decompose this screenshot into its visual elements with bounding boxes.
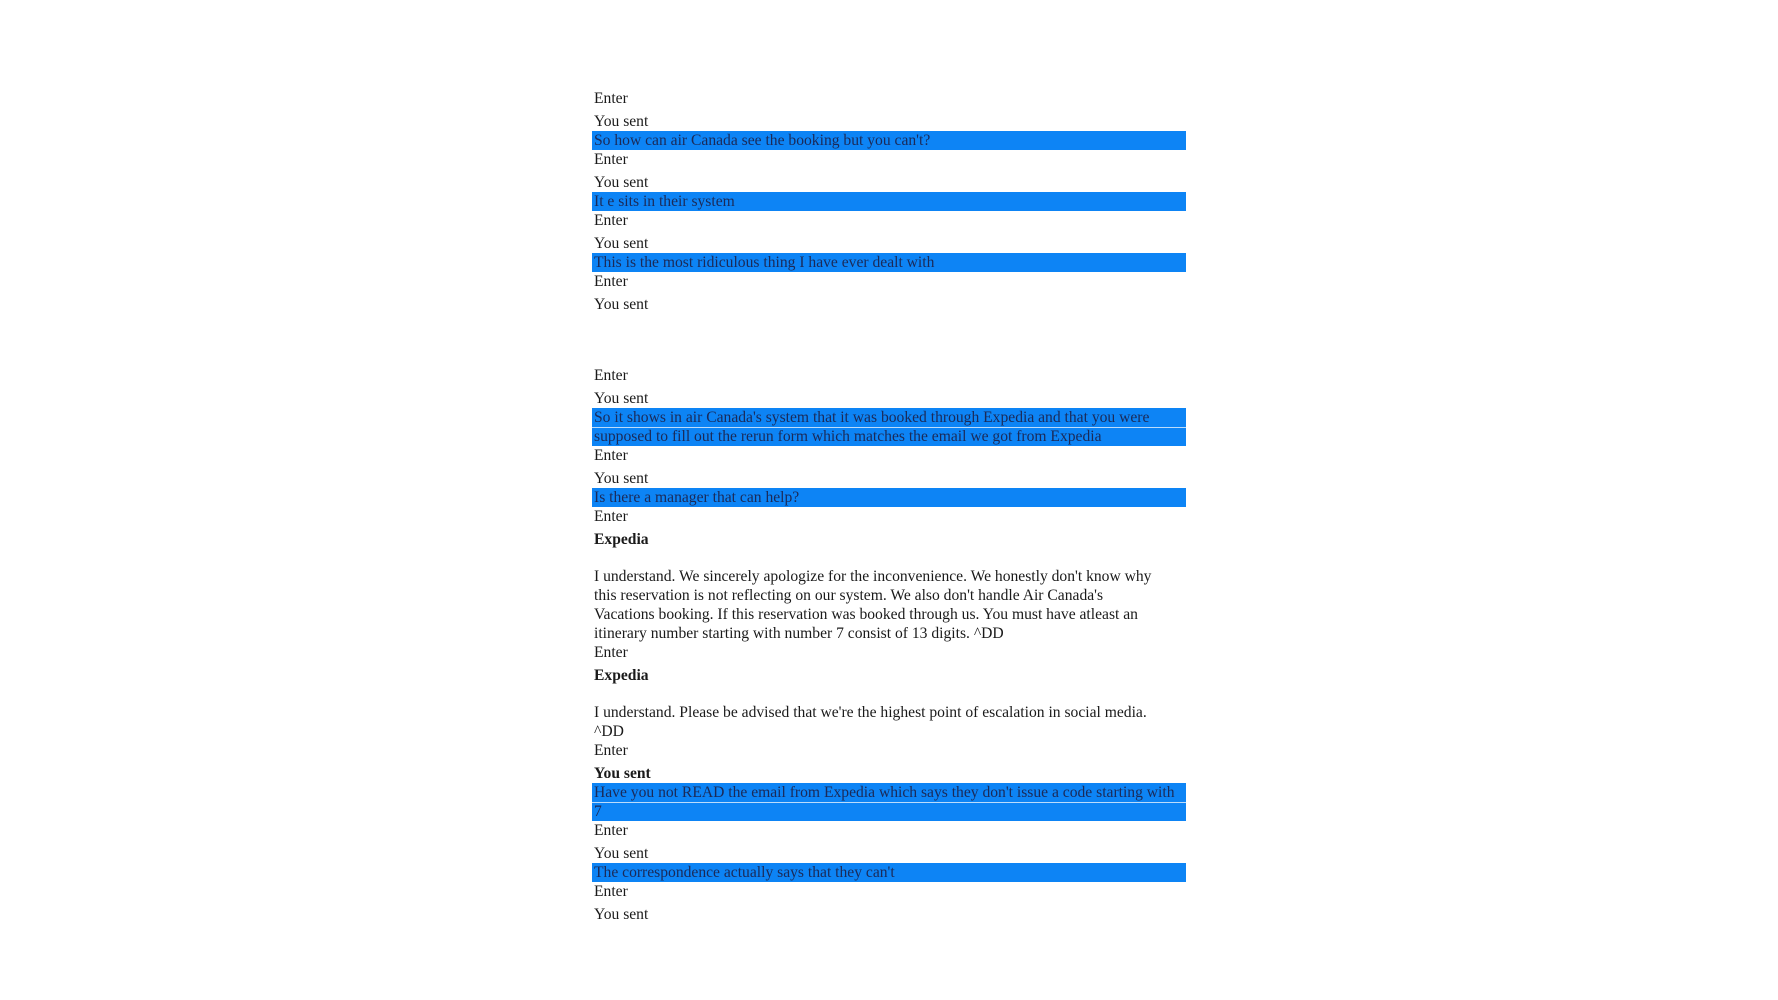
reply-line: this reservation is not reflecting on our system. We also don't handle Air Canada's [594,587,1104,604]
sender-label-you: You sent [594,906,649,923]
reply-line: Vacations booking. If this reservation was booked through us. You must have atleast an [594,606,1138,623]
blank-gap [592,549,1186,567]
sender-label-you: You sent [594,235,649,252]
reply-line: itinerary number starting with number 7 consist of 13 digits. ^DD [594,625,1004,642]
sender-label-you: You sent [594,390,649,407]
highlighted-message: It e sits in their system [592,192,1186,211]
enter-label: Enter [594,90,628,107]
reply-line: I understand. We sincerely apologize for the inconvenience. We honestly don't know why [594,568,1152,585]
sender-label-you: You sent [594,845,649,862]
enter-label: Enter [594,883,628,900]
enter-label: Enter [594,151,628,168]
enter-label: Enter [594,508,628,525]
enter-label: Enter [594,367,628,384]
highlighted-message: So how can air Canada see the booking but you can't? [592,131,1186,150]
highlighted-message-line: 7 [592,802,1186,821]
enter-label: Enter [594,822,628,839]
enter-label: Enter [594,742,628,759]
blank-gap [592,685,1186,703]
reply-line: I understand. Please be advised that we're the highest point of escalation in social media. [594,704,1147,721]
highlighted-message: Is there a manager that can help? [592,488,1186,507]
reply-line: ^DD [594,723,624,740]
highlighted-message-line: So it shows in air Canada's system that it was booked through Expedia and that you were [592,408,1186,427]
enter-label: Enter [594,447,628,464]
chat-transcript-document [592,89,1186,924]
highlighted-message-line: supposed to fill out the rerun form which matches the email we got from Expedia [592,427,1186,446]
blank-gap [592,314,1186,366]
highlighted-message-line: Have you not READ the email from Expedia which says they don't issue a code starting with [592,783,1186,802]
highlighted-message: The correspondence actually says that they can't [592,863,1186,882]
sender-label-you: You sent [594,765,651,782]
sender-label-expedia: Expedia [594,531,649,548]
sender-label-expedia: Expedia [594,667,649,684]
enter-label: Enter [594,644,628,661]
sender-label-you: You sent [594,113,649,130]
highlighted-message: This is the most ridiculous thing I have ever dealt with [592,253,1186,272]
sender-label-you: You sent [594,174,649,191]
sender-label-you: You sent [594,470,649,487]
sender-label-you: You sent [594,296,649,313]
enter-label: Enter [594,212,628,229]
enter-label: Enter [594,273,628,290]
